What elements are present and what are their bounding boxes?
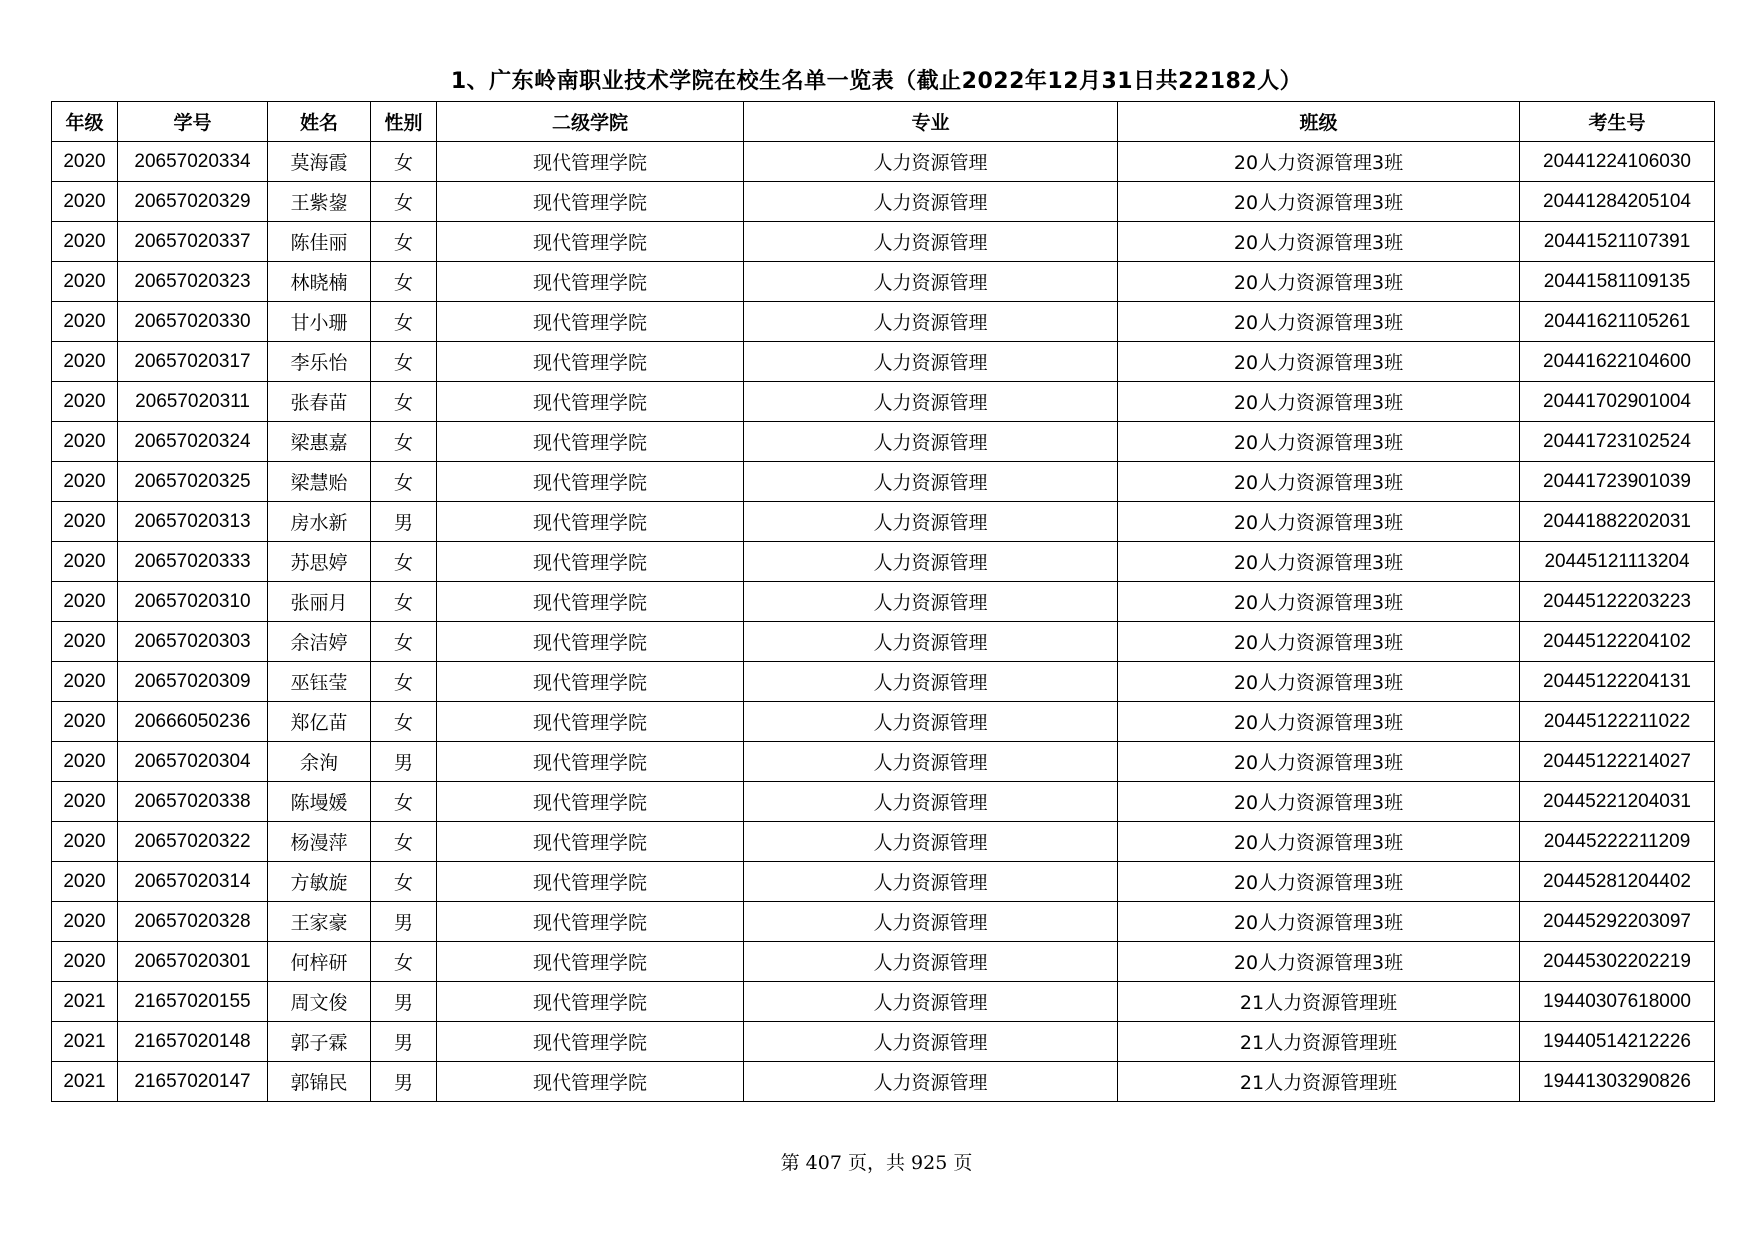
cell-grade: 2020 (52, 742, 118, 782)
cell-name: 张春苗 (268, 382, 371, 422)
cell-name: 梁惠嘉 (268, 422, 371, 462)
cell-exam-id: 20445292203097 (1520, 902, 1715, 942)
cell-college: 现代管理学院 (437, 422, 744, 462)
page-title: 1、广东岭南职业技术学院在校生名单一览表（截止2022年12月31日共22182人） (450, 69, 1303, 94)
cell-name: 陈墁媛 (268, 782, 371, 822)
cell-exam-id: 20445122204131 (1520, 662, 1715, 702)
cell-student-id: 20657020324 (118, 422, 268, 462)
cell-grade: 2020 (52, 422, 118, 462)
table-row (52, 622, 1715, 662)
col-header-class: 班级 (1118, 102, 1520, 142)
cell-name: 何梓研 (268, 942, 371, 982)
cell-exam-id: 20441882202031 (1520, 502, 1715, 542)
cell-class: 20人力资源管理3班 (1118, 382, 1520, 422)
cell-exam-id: 20445122204102 (1520, 622, 1715, 662)
cell-name: 张丽月 (268, 582, 371, 622)
cell-exam-id: 20445121113204 (1520, 542, 1715, 582)
cell-student-id: 20657020309 (118, 662, 268, 702)
cell-grade: 2020 (52, 582, 118, 622)
cell-college: 现代管理学院 (437, 822, 744, 862)
cell-grade: 2020 (52, 782, 118, 822)
cell-major: 人力资源管理 (744, 662, 1118, 702)
cell-major: 人力资源管理 (744, 862, 1118, 902)
cell-college: 现代管理学院 (437, 742, 744, 782)
col-header-major: 专业 (744, 102, 1118, 142)
cell-class: 21人力资源管理班 (1118, 982, 1520, 1022)
cell-gender: 女 (371, 342, 437, 382)
cell-grade: 2020 (52, 702, 118, 742)
cell-major: 人力资源管理 (744, 942, 1118, 982)
cell-class: 20人力资源管理3班 (1118, 942, 1520, 982)
cell-college: 现代管理学院 (437, 782, 744, 822)
table-row (52, 182, 1715, 222)
cell-gender: 女 (371, 182, 437, 222)
cell-class: 20人力资源管理3班 (1118, 862, 1520, 902)
cell-college: 现代管理学院 (437, 622, 744, 662)
cell-exam-id: 20445221204031 (1520, 782, 1715, 822)
cell-exam-id: 19440307618000 (1520, 982, 1715, 1022)
cell-name: 梁慧贻 (268, 462, 371, 502)
cell-exam-id: 20445122203223 (1520, 582, 1715, 622)
cell-class: 20人力资源管理3班 (1118, 262, 1520, 302)
cell-name: 杨漫萍 (268, 822, 371, 862)
cell-major: 人力资源管理 (744, 702, 1118, 742)
cell-gender: 女 (371, 262, 437, 302)
cell-student-id: 20657020303 (118, 622, 268, 662)
cell-student-id: 20657020311 (118, 382, 268, 422)
table-row (52, 142, 1715, 182)
cell-college: 现代管理学院 (437, 542, 744, 582)
cell-name: 甘小珊 (268, 302, 371, 342)
cell-college: 现代管理学院 (437, 1062, 744, 1102)
cell-college: 现代管理学院 (437, 342, 744, 382)
cell-college: 现代管理学院 (437, 702, 744, 742)
cell-name: 李乐怡 (268, 342, 371, 382)
cell-gender: 女 (371, 462, 437, 502)
cell-class: 20人力资源管理3班 (1118, 342, 1520, 382)
cell-student-id: 20657020330 (118, 302, 268, 342)
cell-gender: 女 (371, 942, 437, 982)
cell-class: 20人力资源管理3班 (1118, 422, 1520, 462)
cell-grade: 2020 (52, 142, 118, 182)
cell-grade: 2021 (52, 1062, 118, 1102)
cell-grade: 2020 (52, 542, 118, 582)
col-header-name: 姓名 (268, 102, 371, 142)
cell-grade: 2020 (52, 622, 118, 662)
table-row (52, 422, 1715, 462)
cell-major: 人力资源管理 (744, 502, 1118, 542)
cell-exam-id: 20445222211209 (1520, 822, 1715, 862)
header-row (52, 102, 1715, 142)
cell-exam-id: 20441521107391 (1520, 222, 1715, 262)
cell-name: 王紫鋆 (268, 182, 371, 222)
cell-college: 现代管理学院 (437, 582, 744, 622)
cell-gender: 男 (371, 1022, 437, 1062)
cell-name: 房水新 (268, 502, 371, 542)
student-table (51, 101, 1715, 1102)
cell-gender: 女 (371, 542, 437, 582)
cell-class: 21人力资源管理班 (1118, 1062, 1520, 1102)
cell-name: 林晓楠 (268, 262, 371, 302)
cell-exam-id: 20445122214027 (1520, 742, 1715, 782)
cell-class: 20人力资源管理3班 (1118, 182, 1520, 222)
cell-student-id: 20657020314 (118, 862, 268, 902)
cell-class: 20人力资源管理3班 (1118, 502, 1520, 542)
cell-grade: 2020 (52, 382, 118, 422)
cell-major: 人力资源管理 (744, 742, 1118, 782)
cell-gender: 女 (371, 822, 437, 862)
col-header-gender: 性别 (371, 102, 437, 142)
cell-grade: 2020 (52, 302, 118, 342)
cell-major: 人力资源管理 (744, 142, 1118, 182)
cell-name: 郑亿苗 (268, 702, 371, 742)
cell-major: 人力资源管理 (744, 262, 1118, 302)
cell-student-id: 21657020155 (118, 982, 268, 1022)
cell-gender: 女 (371, 582, 437, 622)
cell-gender: 男 (371, 1062, 437, 1102)
table-row (52, 782, 1715, 822)
cell-major: 人力资源管理 (744, 382, 1118, 422)
cell-exam-id: 19441303290826 (1520, 1062, 1715, 1102)
table-row (52, 1062, 1715, 1102)
cell-name: 周文俊 (268, 982, 371, 1022)
cell-grade: 2020 (52, 262, 118, 302)
cell-gender: 男 (371, 502, 437, 542)
cell-gender: 女 (371, 702, 437, 742)
cell-name: 巫钰莹 (268, 662, 371, 702)
cell-grade: 2021 (52, 982, 118, 1022)
cell-student-id: 20657020313 (118, 502, 268, 542)
cell-gender: 女 (371, 302, 437, 342)
cell-student-id: 20657020323 (118, 262, 268, 302)
cell-student-id: 20657020328 (118, 902, 268, 942)
cell-gender: 女 (371, 422, 437, 462)
cell-grade: 2020 (52, 342, 118, 382)
cell-class: 21人力资源管理班 (1118, 1022, 1520, 1062)
cell-major: 人力资源管理 (744, 622, 1118, 662)
table-row (52, 902, 1715, 942)
cell-student-id: 20657020301 (118, 942, 268, 982)
cell-college: 现代管理学院 (437, 502, 744, 542)
table-row (52, 1022, 1715, 1062)
cell-gender: 女 (371, 782, 437, 822)
cell-student-id: 20657020317 (118, 342, 268, 382)
cell-gender: 女 (371, 382, 437, 422)
cell-college: 现代管理学院 (437, 262, 744, 302)
col-header-exam-id: 考生号 (1520, 102, 1715, 142)
cell-name: 王家豪 (268, 902, 371, 942)
cell-exam-id: 20445281204402 (1520, 862, 1715, 902)
cell-grade: 2020 (52, 502, 118, 542)
table-row (52, 462, 1715, 502)
cell-name: 陈佳丽 (268, 222, 371, 262)
cell-major: 人力资源管理 (744, 1022, 1118, 1062)
cell-gender: 男 (371, 982, 437, 1022)
cell-gender: 女 (371, 622, 437, 662)
cell-student-id: 21657020148 (118, 1022, 268, 1062)
cell-college: 现代管理学院 (437, 942, 744, 982)
cell-major: 人力资源管理 (744, 342, 1118, 382)
cell-class: 20人力资源管理3班 (1118, 662, 1520, 702)
cell-grade: 2020 (52, 462, 118, 502)
cell-gender: 女 (371, 222, 437, 262)
cell-class: 20人力资源管理3班 (1118, 142, 1520, 182)
table-row (52, 342, 1715, 382)
table-row (52, 582, 1715, 622)
table-row (52, 502, 1715, 542)
cell-major: 人力资源管理 (744, 582, 1118, 622)
cell-student-id: 20657020334 (118, 142, 268, 182)
cell-student-id: 20657020322 (118, 822, 268, 862)
col-header-college: 二级学院 (437, 102, 744, 142)
cell-major: 人力资源管理 (744, 222, 1118, 262)
table-row (52, 662, 1715, 702)
cell-name: 苏思婷 (268, 542, 371, 582)
table-row (52, 302, 1715, 342)
cell-class: 20人力资源管理3班 (1118, 462, 1520, 502)
col-header-student-id: 学号 (118, 102, 268, 142)
cell-college: 现代管理学院 (437, 982, 744, 1022)
table-row (52, 742, 1715, 782)
table-row (52, 862, 1715, 902)
cell-class: 20人力资源管理3班 (1118, 782, 1520, 822)
cell-class: 20人力资源管理3班 (1118, 542, 1520, 582)
cell-exam-id: 20441621105261 (1520, 302, 1715, 342)
cell-exam-id: 20441284205104 (1520, 182, 1715, 222)
cell-student-id: 20666050236 (118, 702, 268, 742)
cell-student-id: 20657020304 (118, 742, 268, 782)
cell-class: 20人力资源管理3班 (1118, 902, 1520, 942)
cell-gender: 男 (371, 902, 437, 942)
cell-gender: 女 (371, 142, 437, 182)
cell-name: 余洵 (268, 742, 371, 782)
cell-major: 人力资源管理 (744, 182, 1118, 222)
cell-grade: 2020 (52, 942, 118, 982)
table-row (52, 822, 1715, 862)
cell-class: 20人力资源管理3班 (1118, 222, 1520, 262)
cell-major: 人力资源管理 (744, 822, 1118, 862)
cell-class: 20人力资源管理3班 (1118, 822, 1520, 862)
cell-college: 现代管理学院 (437, 182, 744, 222)
table-row (52, 222, 1715, 262)
cell-class: 20人力资源管理3班 (1118, 622, 1520, 662)
cell-major: 人力资源管理 (744, 782, 1118, 822)
cell-gender: 男 (371, 742, 437, 782)
cell-college: 现代管理学院 (437, 902, 744, 942)
cell-gender: 女 (371, 662, 437, 702)
cell-major: 人力资源管理 (744, 422, 1118, 462)
cell-college: 现代管理学院 (437, 462, 744, 502)
cell-exam-id: 20441622104600 (1520, 342, 1715, 382)
table-row (52, 382, 1715, 422)
cell-exam-id: 20441581109135 (1520, 262, 1715, 302)
cell-exam-id: 20445302202219 (1520, 942, 1715, 982)
cell-name: 莫海霞 (268, 142, 371, 182)
cell-exam-id: 20441702901004 (1520, 382, 1715, 422)
cell-grade: 2020 (52, 862, 118, 902)
cell-college: 现代管理学院 (437, 862, 744, 902)
cell-major: 人力资源管理 (744, 462, 1118, 502)
cell-name: 余洁婷 (268, 622, 371, 662)
cell-student-id: 20657020338 (118, 782, 268, 822)
cell-major: 人力资源管理 (744, 902, 1118, 942)
cell-grade: 2020 (52, 662, 118, 702)
cell-exam-id: 20441723901039 (1520, 462, 1715, 502)
cell-college: 现代管理学院 (437, 142, 744, 182)
cell-name: 郭锦民 (268, 1062, 371, 1102)
cell-grade: 2020 (52, 822, 118, 862)
cell-major: 人力资源管理 (744, 982, 1118, 1022)
cell-student-id: 20657020337 (118, 222, 268, 262)
cell-grade: 2020 (52, 222, 118, 262)
col-header-grade: 年级 (52, 102, 118, 142)
cell-grade: 2020 (52, 902, 118, 942)
cell-student-id: 20657020325 (118, 462, 268, 502)
table-row (52, 942, 1715, 982)
cell-college: 现代管理学院 (437, 302, 744, 342)
cell-student-id: 20657020310 (118, 582, 268, 622)
cell-college: 现代管理学院 (437, 1022, 744, 1062)
cell-name: 方敏旋 (268, 862, 371, 902)
cell-college: 现代管理学院 (437, 382, 744, 422)
cell-class: 20人力资源管理3班 (1118, 302, 1520, 342)
table-row (52, 542, 1715, 582)
cell-grade: 2021 (52, 1022, 118, 1062)
page-footer: 第 407 页，共 925 页 (780, 1152, 973, 1174)
table-row (52, 262, 1715, 302)
cell-gender: 女 (371, 862, 437, 902)
cell-student-id: 21657020147 (118, 1062, 268, 1102)
cell-class: 20人力资源管理3班 (1118, 702, 1520, 742)
cell-exam-id: 19440514212226 (1520, 1022, 1715, 1062)
table-row (52, 702, 1715, 742)
cell-college: 现代管理学院 (437, 662, 744, 702)
cell-name: 郭子霖 (268, 1022, 371, 1062)
cell-major: 人力资源管理 (744, 1062, 1118, 1102)
cell-major: 人力资源管理 (744, 542, 1118, 582)
cell-exam-id: 20445122211022 (1520, 702, 1715, 742)
cell-class: 20人力资源管理3班 (1118, 742, 1520, 782)
table-row (52, 982, 1715, 1022)
cell-major: 人力资源管理 (744, 302, 1118, 342)
cell-exam-id: 20441723102524 (1520, 422, 1715, 462)
cell-class: 20人力资源管理3班 (1118, 582, 1520, 622)
cell-grade: 2020 (52, 182, 118, 222)
cell-exam-id: 20441224106030 (1520, 142, 1715, 182)
cell-college: 现代管理学院 (437, 222, 744, 262)
cell-student-id: 20657020329 (118, 182, 268, 222)
cell-student-id: 20657020333 (118, 542, 268, 582)
